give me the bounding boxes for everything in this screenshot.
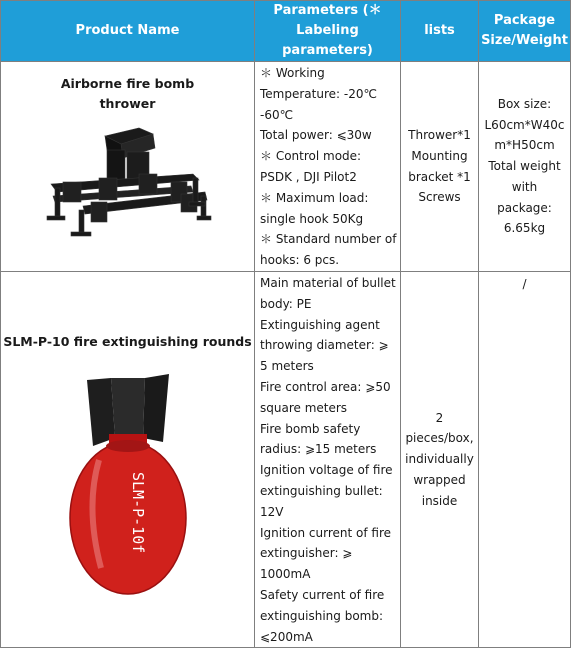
param-line: Fire bomb safety — [260, 421, 361, 436]
params-cell-thrower — [255, 62, 401, 272]
param-line: 1000mA — [260, 567, 311, 582]
product-cell-rounds — [1, 272, 255, 648]
package-line: L60cm*W40c — [484, 117, 565, 132]
param-line: ＊ Maximum load: — [260, 190, 369, 205]
param-line: Safety current of fire — [260, 587, 385, 602]
param-line: 5 meters — [260, 359, 314, 374]
list-line: wrapped — [413, 473, 466, 488]
param-line: ＊ Working — [260, 66, 325, 80]
header-row — [1, 1, 571, 62]
list-line: bracket *1 — [408, 169, 471, 184]
package-line: / — [522, 277, 527, 291]
package-line: package: — [497, 200, 552, 215]
list-line: pieces/box, — [405, 431, 474, 446]
product-name-line2: thrower — [99, 96, 156, 111]
list-line: Screws — [418, 190, 461, 205]
thrower-illustration — [43, 122, 213, 242]
param-line: extinguishing bullet: — [260, 483, 383, 498]
package-cell-thrower — [479, 62, 571, 272]
param-line: ＊ Control mode: — [260, 149, 362, 164]
param-line: body: PE — [260, 296, 312, 311]
param-line: single hook 50Kg — [260, 211, 364, 226]
list-line: Thrower*1 — [408, 127, 471, 142]
product-name-rounds: SLM-P-10 fire extinguishing rounds — [3, 334, 252, 349]
package-line: with — [511, 179, 538, 194]
param-line: Ignition voltage of fire — [260, 463, 393, 478]
param-line: ＊ Standard number of — [260, 232, 397, 247]
list-line: Mounting — [411, 148, 468, 163]
lists-cell-rounds — [401, 272, 479, 648]
param-line: radius: ⩾15 meters — [260, 442, 377, 457]
lists-cell-thrower — [401, 62, 479, 272]
param-line: Main material of bullet — [260, 276, 396, 290]
param-line: -60℃ — [260, 107, 294, 122]
header-parameters — [255, 1, 401, 62]
param-line: throwing diameter: ⩾ — [260, 338, 389, 353]
list-line: individually — [405, 452, 474, 467]
package-line: 6.65kg — [503, 221, 546, 236]
param-line: Total power: ⩽30w — [260, 128, 372, 143]
list-line: 2 — [435, 410, 444, 425]
header-package-line2: Size/Weight — [481, 33, 568, 48]
param-line: PSDK , DJI Pilot2 — [260, 169, 357, 184]
thrower-image — [1, 122, 254, 242]
param-line: Fire control area: ⩾50 — [260, 379, 391, 394]
header-package — [479, 1, 571, 62]
param-line: square meters — [260, 400, 348, 415]
param-line: Extinguishing agent — [260, 317, 380, 332]
bomb-illustration — [63, 368, 193, 598]
bomb-label: SLM-P-10f — [128, 472, 147, 554]
package-line: m*H50cm — [494, 138, 555, 153]
param-line: extinguisher: ⩾ — [260, 546, 353, 561]
param-line: extinguishing bomb: — [260, 608, 384, 623]
package-cell-rounds — [479, 272, 571, 648]
param-line: 12V — [260, 504, 284, 519]
package-line: Total weight — [488, 159, 561, 174]
param-line: ⩽200mA — [260, 629, 313, 644]
header-package-line1: Package — [493, 13, 556, 28]
header-product-name: Product Name — [1, 1, 255, 62]
param-line: Temperature: -20℃ — [260, 86, 377, 101]
product-cell-thrower — [1, 62, 255, 272]
header-lists: lists — [401, 1, 479, 62]
header-parameters-line1: Parameters (＊ — [273, 3, 382, 18]
param-line: Ignition current of fire — [260, 525, 391, 540]
table-row — [1, 272, 571, 648]
list-line: inside — [421, 493, 458, 508]
param-line: hooks: 6 pcs. — [260, 253, 340, 268]
product-name-line1: Airborne fire bomb — [60, 76, 195, 91]
bomb-image — [1, 368, 254, 598]
header-parameters-line2: Labeling parameters) — [282, 23, 373, 58]
package-line: Box size: — [497, 96, 552, 111]
params-cell-rounds — [255, 272, 401, 648]
table-row — [1, 62, 571, 272]
